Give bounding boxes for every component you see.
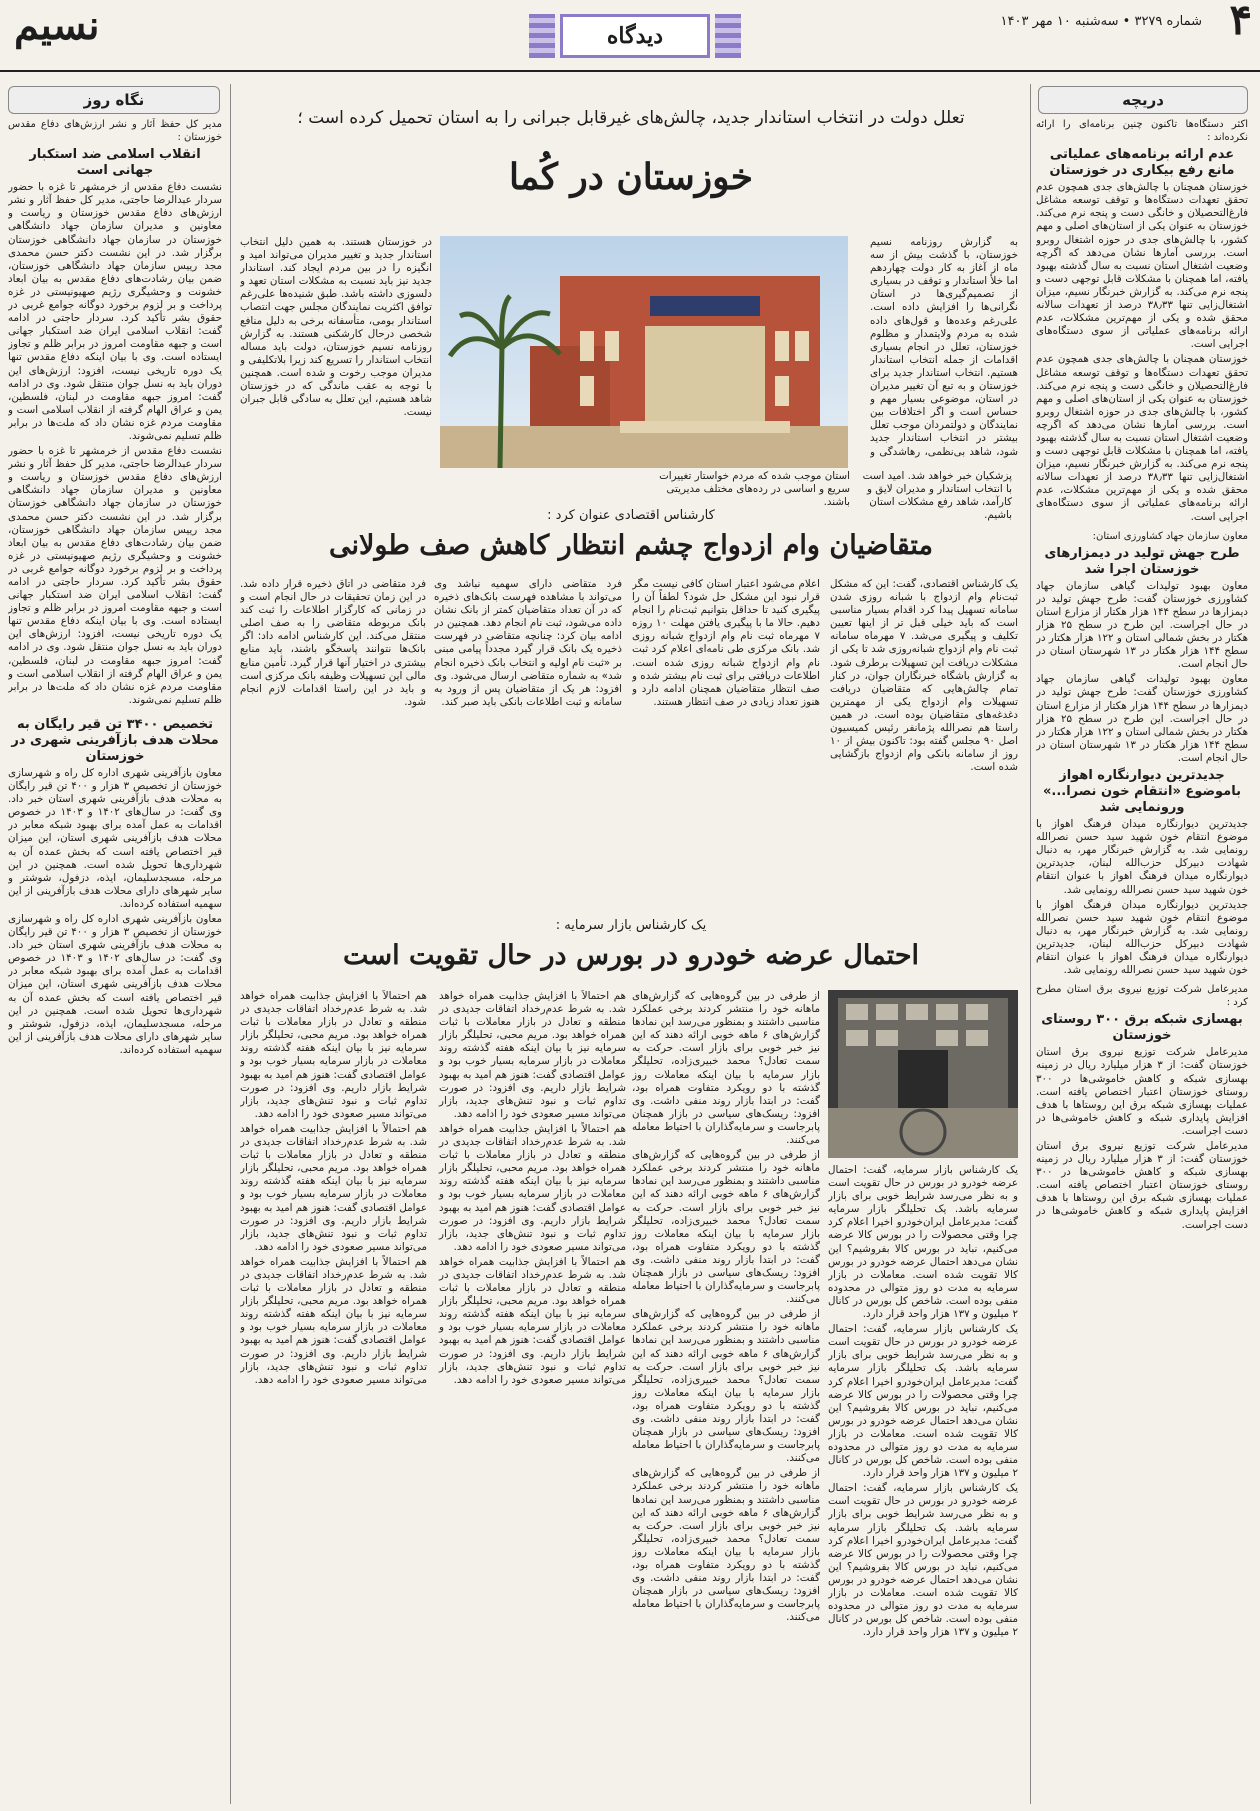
bottom-title: احتمال عرضه خودرو در بورس در حال تقویت است xyxy=(342,940,920,971)
column-rule xyxy=(1030,84,1031,1804)
right-headline-2: طرح جهش تولید در دیمزارهای خوزستان اجرا شد xyxy=(1044,545,1240,577)
mid-kicker: کارشناس اقتصادی عنوان کرد : xyxy=(547,508,715,523)
left-body-2b: معاون بازآفرینی شهری اداره کل راه و شهرسازی خوزستان از تخصیص ۳ هزار و ۴۰۰ تن قیر رایگان به محلات هدف بازآفرینی شهری استان خبر داد. وی گفت: در سال‌های ۱۴۰۲ و ۱۴۰۳ در خصوص اقدامات به عمل آمده برای بهبود شبکه معابر در محلات هدف بازآفرینی شهری استان، این میزان قیر اختصاص یافته است که بخش عمده آن به شهرداری‌ها تحویل شده است. همچنین در این مرحله، مسجدسلیمان، ایذه، دزفول، شوشتر و سایر شهرهای دارای محلات هدف بازآفرینی از این سهمیه استفاده کرده‌اند. xyxy=(8,912,222,1056)
bottom-col-3-text-e: هم احتمالاً با افزایش جذابیت همراه خواهد شد. به شرط عدم‌رخداد اتفاقات جدیدی در منطقه و تعادل در بازار معاملات با ثبات همراه خواهد بود. مریم محبی، تحلیلگر بازار سرمایه نیز با بیان اینکه هفته گذشته روند معاملات در بازار سرمایه بسیار خوب بود و عوامل اقتصادی گفت: هنوز هم امید به بهبود شرایط بازار داریم. وی افزود: در صورت تداوم ثبات و نبود تنش‌های جدید، بازار می‌تواند مسیر صعودی خود را ادامه دهد. xyxy=(240,1122,427,1253)
mid-col-2: اعلام می‌شود اعتبار استان کافی نیست مگر قرار نبود این مشکل حل شود؟ لطفاً آن را پیگیری کنید تا حداقل بتوانیم ثبت‌نام را انجام دهیم. حالا ما با پیگیری یافتن مهلت ۱۰ روزه ۷ مهرماه ثبت نام وام ازدواج شبانه روزی شد. بانک مرکزی طی نامه‌ای اعلام کرد ثبت نام وام ازدواج شبانه روزی شده است. اطلاعات دریافتی برای ثبت نام بیشتر شده و صف انتظار متقاضیان همچنان ادامه دارد و هنوز تعداد زیادی در صف انتظار هستند. xyxy=(632,578,820,708)
lead-title: خوزستان در کُما xyxy=(508,156,754,198)
left-intro: مدیر کل حفظ آثار و نشر ارزش‌های دفاع مقدس خوزستان : xyxy=(8,119,222,144)
logo[interactable]: نسیم xyxy=(14,2,100,49)
bottom-col-3 xyxy=(240,990,626,1806)
mid-title: متقاضیان وام ازدواج چشم انتظار کاهش صف طولانی xyxy=(328,530,933,561)
lead-col-2: در خوزستان هستند. به همین دلیل انتخاب استاندار جدید و تغییر مدیران می‌تواند امید و انگیزه را در بین مردم ایجاد کند. استاندار جدید نیز باید نسبت به مشکلات استان تعهد و دلسوزی داشته باشد. طبق شنیده‌ها علی‌رغم توافق اکثریت نمایندگان مجلس جهت انتصاب استاندار بومی، متأسفانه برخی به دلیل منافع شخصی درحال کارشکنی هستند. به گزارش روزنامه نسیم خوزستان، دولت باید مساله انتخاب استاندار را تسریع کند زیرا بلاتکلیفی و مدیران موجب رخوت و شده است. همچنین با توجه به عقب ماندگی که در خوزستان شاهد هستیم، این تعلل به سادگی قابل جبران نیست. xyxy=(240,236,432,419)
page-number: ۴ xyxy=(1229,0,1252,44)
right-headline-3: جدیدترین دیوارنگاره اهواز باموضوع «انتقام خون نصرا...» ورونمایی شد xyxy=(1042,768,1241,816)
bottom-col-3-text-f: هم احتمالاً با افزایش جذابیت همراه خواهد شد. به شرط عدم‌رخداد اتفاقات جدیدی در منطقه و تعادل در بازار معاملات با ثبات همراه خواهد بود. مریم محبی، تحلیلگر بازار سرمایه نیز با بیان اینکه هفته گذشته روند معاملات در بازار سرمایه بسیار خوب بود و عوامل اقتصادی گفت: هنوز هم امید به بهبود شرایط بازار داریم. وی افزود: در صورت تداوم ثبات و نبود تنش‌های جدید، بازار می‌تواند مسیر صعودی خود را ادامه دهد. xyxy=(240,1255,427,1386)
left-body-2: معاون بازآفرینی شهری اداره کل راه و شهرسازی خوزستان از تخصیص ۳ هزار و ۴۰۰ تن قیر رایگان به محلات هدف بازآفرینی شهری استان خبر داد. وی گفت: در سال‌های ۱۴۰۲ و ۱۴۰۳ در خصوص اقدامات به عمل آمده برای بهبود شبکه معابر در محلات هدف بازآفرینی شهری استان، این میزان قیر اختصاص یافته است که بخش عمده آن به شهرداری‌ها تحویل شده است. همچنین در این مرحله، مسجدسلیمان، ایذه، دزفول، شوشتر و سایر شهرهای دارای محلات هدف بازآفرینی از این سهمیه استفاده کرده‌اند. xyxy=(8,766,222,910)
lead-continuation-right: پزشکیان خبر خواهد شد. امید است با انتخاب استاندار و مدیران لایق و کارآمد، شاهد رفع مشکلات استان باشیم. xyxy=(862,470,1012,521)
right-body-3b: جدیدترین دیوارنگاره میدان فرهنگ اهواز با موضوع انتقام خون شهید سید حسن نصرالله رونمایی شد. به گزارش خبرنگار مهر، به دنبال شهادت دبیرکل حزب‌الله لبنان، جدیدترین دیوارنگاره میدان فرهنگ اهواز با عنوان انتقام خون شهید سید حسن نصرالله رونمایی شد. xyxy=(1036,898,1248,977)
left-headline-2: تخصیص ۳۴۰۰ تن قیر رایگان به محلات هدف بازآفرینی شهری در خوزستان xyxy=(11,716,219,764)
right-intro: اکثر دستگاه‌ها تاکنون چنین برنامه‌ای را ارائه نکرده‌اند : xyxy=(1036,119,1248,144)
right-kicker-4: مدیرعامل شرکت توزیع نیروی برق استان مطرح کرد : xyxy=(1036,984,1248,1009)
left-body-1: نشست دفاع مقدس از خرمشهر تا غزه با حضور سردار عبدالرضا حاجتی، مدیر کل حفظ آثار و نشر ارزش‌های دفاع مقدس خوزستان و ریاست و معاونین و مدیران سازمان جهاد دانشگاهی خوزستان در سازمان جهاد دانشگاهی خوزستان برگزار شد. در این نشست دکتر حسن محمدی مجد رییس سازمان جهاد دانشگاهی خوزستان، ضمن بیان رشادت‌های دفاع مقدس به بیان ابعاد خشونت و وحشیگری رژیم صهیونیستی در غزه پرداخت و بر لزوم برخورد دوگانه جوامع غربی در حقوق بشر تأکید کرد. سردار حاجتی در ادامه گفت: انقلاب اسلامی ایران ضد استکبار جهانی است و جبهه مقاومت امروز در برابر ظلم و تجاوز ایستاده است. وی با بیان اینکه دفاع مقدس تنها یک دوره تاریخی نیست، افزود: ارزش‌های این دوران باید به نسل جوان منتقل شود. وی در ادامه گفت: امروز جبهه مقاومت در لبنان، فلسطین، یمن و عراق الهام گرفته از انقلاب اسلامی است و مقاومت مردم غزه نشان داد که ملت‌ها در برابر ظلم تسلیم نمی‌شوند. xyxy=(8,181,222,442)
right-body-4: مدیرعامل شرکت توزیع نیروی برق استان خوزستان گفت: از ۳ هزار میلیارد ریال در زمینه بهسازی شبکه و کاهش خاموشی‌ها در ۳۰۰ روستای خوزستان اعتبار اختصاص یافته است. عملیات بهسازی شبکه برق این روستاها با هدف افزایش پایداری شبکه و کاهش خاموشی‌ها در دست اجراست. xyxy=(1036,1046,1248,1137)
right-body-4b: مدیرعامل شرکت توزیع نیروی برق استان خوزستان گفت: از ۳ هزار میلیارد ریال در زمینه بهسازی شبکه و کاهش خاموشی‌ها در ۳۰۰ روستای خوزستان اعتبار اختصاص یافته است. عملیات بهسازی شبکه برق این روستاها با هدف افزایش پایداری شبکه و کاهش خاموشی‌ها در دست اجراست. xyxy=(1036,1140,1248,1231)
right-body-2: معاون بهبود تولیدات گیاهی سازمان جهاد کشاورزی خوزستان گفت: طرح جهش تولید در دیمزارها در سطح ۱۴۴ هزار هکتار از مزارع استان در حال اجراست. این طرح در سطح ۲۵ هزار هکتار در بخش شمالی استان و ۱۲۲ هزار هکتار در سطح ۱۴۴ هزار هکتار در ۱۳ شهرستان استان در حال انجام است. xyxy=(1036,579,1248,671)
bottom-col-2-text-c: از طرفی در بین گروه‌هایی که گزارش‌های ماهانه خود را منتشر کردند برخی عملکرد مناسبی داشتند و بمنظور می‌رسد این نمادها گزارش‌های ۶ ماهه خوبی ارائه دهند که این نیز خبر خوبی برای بازار است. حرکت به سمت تعادل؟ محمد خبیری‌زاده، تحلیلگر بازار سرمایه با بیان اینکه معاملات روز گذشته با دو رویکرد متفاوت همراه بود، گفت: در ابتدا بازار روند منفی داشت. وی افزود: ریسک‌های سیاسی در بازار همچنان پابرجاست و سرمایه‌گذاران با احتیاط معامله می‌کنند. xyxy=(632,1308,820,1465)
right-body-1b: خوزستان همچنان با چالش‌های جدی همچون عدم تحقق تعهدات دستگاه‌ها و توقف توسعه مشاغل فارغ‌التحصیلان و خانگی دست و پنجه نرم می‌کند. خوزستان به عنوان یکی از استان‌های اصلی و مهم کشور، با چالش‌های جدی در حوزه اشتغال روبرو است. بررسی آمارها نشان می‌دهد که اگرچه وضعیت اشتغال استان نسبت به سال گذشته بهبود یافته، اما همچنان با مشکلات قابل توجهی دست و پنجه نرم می‌کند. به گزارش خبرنگار نسیم، میزان اشتغال‌زایی تنها ۳۸٫۳۳ درصد از تعهدات سالانه محقق شده و یکی از مهم‌ترین مشکلات، عدم ارائه برنامه‌های عملیاتی از سوی دستگاه‌های اجرایی است. xyxy=(1036,353,1248,523)
bottom-col-2 xyxy=(632,990,820,1806)
bottom-col-3-text-d: هم احتمالاً با افزایش جذابیت همراه خواهد شد. به شرط عدم‌رخداد اتفاقات جدیدی در منطقه و تعادل در بازار معاملات با ثبات همراه خواهد بود. مریم محبی، تحلیلگر بازار سرمایه نیز با بیان اینکه هفته گذشته روند معاملات در بازار سرمایه بسیار خوب بود و عوامل اقتصادی گفت: هنوز هم امید به بهبود شرایط بازار داریم. وی افزود: در صورت تداوم ثبات و نبود تنش‌های جدید، بازار می‌تواند مسیر صعودی خود را ادامه دهد. xyxy=(240,990,427,1120)
lead-col-1: به گزارش روزنامه نسیم خوزستان، با گذشت بیش از سه ماه از آغاز به کار دولت چهاردهم اما خلأ استاندار و توقف در بسیاری از تصمیم‌گیری‌ها در استان نگرانی‌ها را افزایش داده است. علی‌رغم وعده‌ها و قول‌های داده شده به مردم ولایتمدار و مظلوم خوزستان، تعلل در انجام بسیاری اقدامات از جمله انتخاب استاندار هستیم. انتخاب استاندار جدید برای خوزستان و به تبع آن تغییر مدیران در استان، موضوعی بسیار مهم و حساس است و اگر اختلافات بین نمایندگان و دولتمردان موجب تعلل بیشتر در انتخاب استاندار جدید شود، شاهد بی‌نظمی، رهاشدگی و xyxy=(870,236,1018,458)
left-body-1b: نشست دفاع مقدس از خرمشهر تا غزه با حضور سردار عبدالرضا حاجتی، مدیر کل حفظ آثار و نشر ارزش‌های دفاع مقدس خوزستان و ریاست و معاونین و مدیران سازمان جهاد دانشگاهی خوزستان در سازمان جهاد دانشگاهی خوزستان برگزار شد. در این نشست دکتر حسن محمدی مجد رییس سازمان جهاد دانشگاهی خوزستان، ضمن بیان رشادت‌های دفاع مقدس به بیان ابعاد خشونت و وحشیگری رژیم صهیونیستی در غزه پرداخت و بر لزوم برخورد دوگانه جوامع غربی در حقوق بشر تأکید کرد. سردار حاجتی در ادامه گفت: انقلاب اسلامی ایران ضد استکبار جهانی است و جبهه مقاومت امروز در برابر ظلم و تجاوز ایستاده است. وی با بیان اینکه دفاع مقدس تنها یک دوره تاریخی نیست، افزود: ارزش‌های این دوران باید به نسل جوان منتقل شود. وی در ادامه گفت: امروز جبهه مقاومت در لبنان، فلسطین، یمن و عراق الهام گرفته از انقلاب اسلامی است و مقاومت مردم غزه نشان داد که ملت‌ها در برابر ظلم تسلیم نمی‌شوند. xyxy=(8,445,222,706)
lead-sup-title: تعلل دولت در انتخاب استاندار جدید، چالش‌های غیرقابل جبرانی را به استان تحمیل کرده است ؛ xyxy=(297,108,965,128)
bottom-col-2-text-b: از طرفی در بین گروه‌هایی که گزارش‌های ماهانه خود را منتشر کردند برخی عملکرد مناسبی داشتند و بمنظور می‌رسد این نمادها گزارش‌های ۶ ماهه خوبی ارائه دهند که این نیز خبر خوبی برای بازار است. حرکت به سمت تعادل؟ محمد خبیری‌زاده، تحلیلگر بازار سرمایه با بیان اینکه معاملات روز گذشته با دو رویکرد متفاوت همراه بود، گفت: در ابتدا بازار روند منفی داشت. وی افزود: ریسک‌های سیاسی در بازار همچنان پابرجاست و سرمایه‌گذاران با احتیاط معامله می‌کنند. xyxy=(632,1149,820,1306)
bottom-col-1-text-b: یک کارشناس بازار سرمایه، گفت: احتمال عرضه خودرو در بورس در حال تقویت است و به نظر می‌رسد شرایط خوبی برای بازار سرمایه باشد. یک تحلیلگر بازار سرمایه گفت: مدیرعامل ایران‌خودرو اخیرا اعلام کرد چرا وقتی محصولات را در بورس کالا عرضه می‌کنیم، نباید در بورس کالا بفروشیم؟ این نشان می‌دهد احتمال عرضه خودرو در بورس کالا تقویت شده است. معاملات در بازار سرمایه به مدت دو روز متوالی در محدوده منفی بوده است. شاخص کل بورس در کانال ۲ میلیون و ۱۳۷ هزار واحد قرار دارد. xyxy=(828,1323,1018,1480)
right-kicker-2: معاون سازمان جهاد کشاورزی استان: xyxy=(1092,530,1248,542)
right-body-3: جدیدترین دیوارنگاره میدان فرهنگ اهواز با موضوع انتقام خون شهید سید حسن نصرالله رونمایی شد. به گزارش خبرنگار مهر، به دنبال شهادت دبیرکل حزب‌الله لبنان، جدیدترین دیوارنگاره میدان فرهنگ اهواز با عنوان انتقام خون شهید سید حسن نصرالله رونمایی شد. xyxy=(1036,818,1248,896)
left-column-header: نگاه روز xyxy=(8,86,220,114)
bottom-col-1-text-c: یک کارشناس بازار سرمایه، گفت: احتمال عرضه خودرو در بورس در حال تقویت است و به نظر می‌رسد شرایط خوبی برای بازار سرمایه باشد. یک تحلیلگر بازار سرمایه گفت: مدیرعامل ایران‌خودرو اخیرا اعلام کرد چرا وقتی محصولات را در بورس کالا عرضه می‌کنیم، نباید در بورس کالا بفروشیم؟ این نشان می‌دهد احتمال عرضه خودرو در بورس کالا تقویت شده است. معاملات در بازار سرمایه به مدت دو روز متوالی در محدوده منفی بوده است. شاخص کل بورس در کانال ۲ میلیون و ۱۳۷ هزار واحد قرار دارد. xyxy=(828,1482,1018,1639)
mid-col-3: فرد متقاضی دارای سهمیه نباشد وی می‌تواند با مشاهده فهرست بانک‌های ذخیره که در آن تعداد متقاضیان کمتر از بانک نشان داده می‌شود، ثبت نام انجام دهد. همچنین در ادامه بیان کرد: چنانچه متقاضی در فهرست ذخیره یک بانک قرار گیرد مجدداً پیامی مبنی بر «ثبت نام اولیه و انتخاب بانک ذخیره انجام شد» به شماره متقاضی ارسال می‌شود. وی افزود: هر یک از متقاضیان پس از ورود به سامانه و ثبت اطلاعات بانکی باید صبر کند. xyxy=(434,578,622,708)
bottom-col-1 xyxy=(828,1164,1018,1806)
mid-col-1: یک کارشناس اقتصادی، گفت: این که مشکل ثبت‌نام وام ازدواج با شبانه روزی شدن سامانه تسهیل پیدا کرد اقدام بسیار مناسبی است که باید خیلی قبل تر از اینها تعیین تکلیف و پیگیری می‌شد. ۷ مهرماه سامانه ثبت نام وام ازدواج شبانه‌روزی شد تا یکی از مشکلات دریافت این تسهیلات برطرف شود. به گزارش باشگاه خبرنگاران جوان، در کنار تمام چالش‌هایی که متقاضیان دریافت تسهیلات وام ازدواج یکی از مهمترین دغدغه‌های متقاضیان بوده است. در همین راستا هم نصرالله پژمانفر رئیس کمیسیون اصل ۹۰ مجلس گفته بود: تاکنون بیش از ۱۰ روز از سامانه بانکی وام ازدواج بازگشایی شده است. xyxy=(830,578,1018,774)
bottom-photo xyxy=(828,990,1018,1158)
issue-info: شماره ۳۲۷۹ • سه‌شنبه ۱۰ مهر ۱۴۰۳ xyxy=(1000,14,1202,29)
section-banner: دیدگاه xyxy=(560,14,710,58)
mid-col-4: فرد متقاضی در اتاق ذخیره قرار داده شد. در این زمان تحقیقات در حال انجام است و در زمانی که کارگزار اطلاعات را ثبت کند بانک مربوطه متقاضی را به صف اصلی منتقل می‌کند. این کارشناس ادامه داد: اگر بانک‌ها نتوانند پاسخگو باشند، باید منابع بیشتری در اختیار آنها قرار گیرد. تأمین منابع مالی این تسهیلات وظیفه بانک مرکزی است و باید در این راستا اقدامات لازم انجام شود. xyxy=(240,578,426,708)
bottom-col-1-text: یک کارشناس بازار سرمایه، گفت: احتمال عرضه خودرو در بورس در حال تقویت است و به نظر می‌رسد شرایط خوبی برای بازار سرمایه باشد. یک تحلیلگر بازار سرمایه گفت: مدیرعامل ایران‌خودرو اخیرا اعلام کرد چرا وقتی محصولات را در بورس کالا عرضه می‌کنیم، نباید در بورس کالا بفروشیم؟ این نشان می‌دهد احتمال عرضه خودرو در بورس کالا تقویت شده است. معاملات در بازار سرمایه به مدت دو روز متوالی در محدوده منفی بوده است. شاخص کل بورس در کانال ۲ میلیون و ۱۳۷ هزار واحد قرار دارد. xyxy=(828,1164,1018,1321)
bottom-col-3-text-b: هم احتمالاً با افزایش جذابیت همراه خواهد شد. به شرط عدم‌رخداد اتفاقات جدیدی در منطقه و تعادل در بازار معاملات با ثبات همراه خواهد بود. مریم محبی، تحلیلگر بازار سرمایه نیز با بیان اینکه هفته گذشته روند معاملات در بازار سرمایه بسیار خوب بود و عوامل اقتصادی گفت: هنوز هم امید به بهبود شرایط بازار داریم. وی افزود: در صورت تداوم ثبات و نبود تنش‌های جدید، بازار می‌تواند مسیر صعودی خود را ادامه دهد. xyxy=(439,1122,626,1253)
left-headline-1: انقلاب اسلامی ضد استکبار جهانی است xyxy=(29,147,201,179)
left-column xyxy=(8,118,222,1806)
bottom-kicker: یک کارشناس بازار سرمایه : xyxy=(555,918,707,933)
right-headline-4: بهسازی شبکه برق ۳۰۰ روستای خوزستان xyxy=(1041,1012,1243,1044)
bottom-col-2-text: از طرفی در بین گروه‌هایی که گزارش‌های ماهانه خود را منتشر کردند برخی عملکرد مناسبی داشتند و بمنظور می‌رسد این نمادها گزارش‌های ۶ ماهه خوبی ارائه دهند که این نیز خبر خوبی برای بازار است. حرکت به سمت تعادل؟ محمد خبیری‌زاده، تحلیلگر بازار سرمایه با بیان اینکه معاملات روز گذشته با دو رویکرد متفاوت همراه بود، گفت: در ابتدا بازار روند منفی داشت. وی افزود: ریسک‌های سیاسی در بازار همچنان پابرجاست و سرمایه‌گذاران با احتیاط معامله می‌کنند. xyxy=(632,990,820,1147)
right-body-1: خوزستان همچنان با چالش‌های جدی همچون عدم تحقق تعهدات دستگاه‌ها و توقف توسعه مشاغل فارغ‌التحصیلان و خانگی دست و پنجه نرم می‌کند. خوزستان به عنوان یکی از استان‌های اصلی و مهم کشور، با چالش‌های جدی در حوزه اشتغال روبرو است. بررسی آمارها نشان می‌دهد که اگرچه وضعیت اشتغال استان نسبت به سال گذشته بهبود یافته، اما همچنان با مشکلات قابل توجهی دست و پنجه نرم می‌کند. به گزارش خبرنگار نسیم، میزان اشتغال‌زایی تنها ۳۸٫۳۳ درصد از تعهدات سالانه محقق شده و یکی از مهم‌ترین مشکلات، عدم ارائه برنامه‌های عملیاتی از سوی دستگاه‌های اجرایی است. xyxy=(1036,181,1248,351)
stock-exchange-hall-image xyxy=(828,990,1018,1158)
bottom-col-2-text-d: از طرفی در بین گروه‌هایی که گزارش‌های ماهانه خود را منتشر کردند برخی عملکرد مناسبی داشتند و بمنظور می‌رسد این نمادها گزارش‌های ۶ ماهه خوبی ارائه دهند که این نیز خبر خوبی برای بازار است. حرکت به سمت تعادل؟ محمد خبیری‌زاده، تحلیلگر بازار سرمایه با بیان اینکه معاملات روز گذشته با دو رویکرد متفاوت همراه بود، گفت: در ابتدا بازار روند منفی داشت. وی افزود: ریسک‌های سیاسی در بازار همچنان پابرجاست و سرمایه‌گذاران با احتیاط معامله می‌کنند. xyxy=(632,1467,820,1624)
masthead xyxy=(0,0,1260,72)
right-body-2b: معاون بهبود تولیدات گیاهی سازمان جهاد کشاورزی خوزستان گفت: طرح جهش تولید در دیمزارها در سطح ۱۴۴ هزار هکتار از مزارع استان در حال اجراست. این طرح در سطح ۲۵ هزار هکتار در بخش شمالی استان و ۱۲۲ هزار هکتار در سطح ۱۴۴ هزار هکتار در ۱۳ شهرستان استان در حال انجام است. xyxy=(1036,673,1248,764)
right-column xyxy=(1036,118,1248,1806)
right-column-header: دریچه xyxy=(1038,86,1248,114)
bottom-col-3-text: هم احتمالاً با افزایش جذابیت همراه خواهد شد. به شرط عدم‌رخداد اتفاقات جدیدی در منطقه و تعادل در بازار معاملات با ثبات همراه خواهد بود. مریم محبی، تحلیلگر بازار سرمایه نیز با بیان اینکه هفته گذشته روند معاملات در بازار سرمایه بسیار خوب بود و عوامل اقتصادی گفت: هنوز هم امید به بهبود شرایط بازار داریم. وی افزود: در صورت تداوم ثبات و نبود تنش‌های جدید، بازار می‌تواند مسیر صعودی خود را ادامه دهد. xyxy=(439,990,626,1120)
governorate-building-image xyxy=(440,236,848,468)
lead-photo xyxy=(440,236,848,468)
right-headline-1: عدم ارائه برنامه‌های عملیاتی مانع رفع بیکاری در خوزستان xyxy=(1049,147,1235,179)
bottom-col-3-text-c: هم احتمالاً با افزایش جذابیت همراه خواهد شد. به شرط عدم‌رخداد اتفاقات جدیدی در منطقه و تعادل در بازار معاملات با ثبات همراه خواهد بود. مریم محبی، تحلیلگر بازار سرمایه نیز با بیان اینکه هفته گذشته روند معاملات در بازار سرمایه بسیار خوب بود و عوامل اقتصادی گفت: هنوز هم امید به بهبود شرایط بازار داریم. وی افزود: در صورت تداوم ثبات و نبود تنش‌های جدید، بازار می‌تواند مسیر صعودی خود را ادامه دهد. xyxy=(439,1255,626,1386)
column-rule xyxy=(230,84,231,1804)
lead-continuation-left: استان موجب شده که مردم خواستار تغییرات سریع و اساسی در رده‌های مختلف مدیریتی باشند. xyxy=(659,470,850,508)
